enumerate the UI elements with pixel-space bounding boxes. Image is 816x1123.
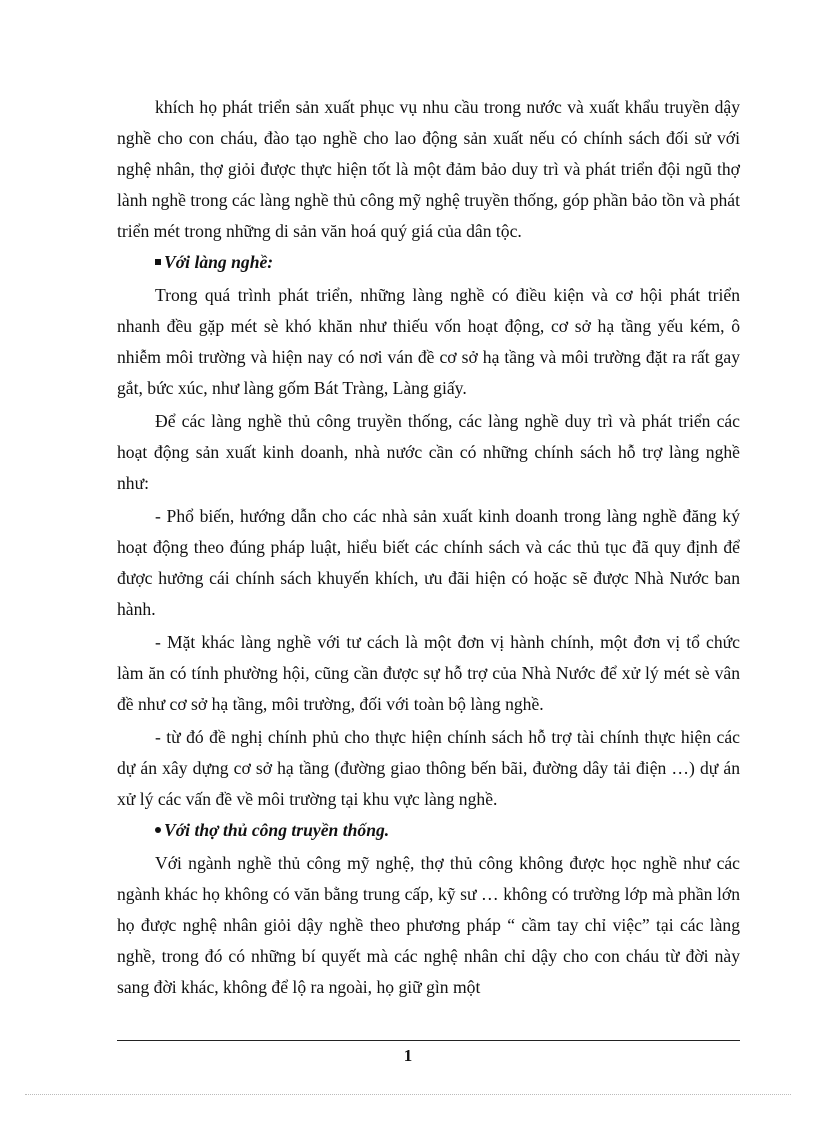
- paragraph-tho-thu-cong: Với ngành nghề thủ công mỹ nghệ, thợ thủ công không được học nghề như các ngành khác họ không có văn bằng trung cấp, kỹ sư … không có trường lớp mà phần lớn họ được nghệ nhân giỏi dậy nghề theo phương pháp “ cầm tay chỉ việc” tại các làng nghề, trong đó có những bí quyết mà các nghệ nhân chỉ dậy cho con cháu từ đời này sang đời khác, không để lộ ra ngoài, họ giữ gìn một: [117, 853, 740, 997]
- paragraph-lang-nghe-intro: Trong quá trình phát triển, những làng nghề có điều kiện và cơ hội phát triển nhanh đều gặp mét sè khó khăn như thiếu vốn hoạt động, cơ sở hạ tầng yếu kém, ô nhiễm môi trường và hiện nay có nơi ván đề cơ sở hạ tầng và môi trường đặt ra rất gay gắt, bức xúc, như làng gốm Bát Tràng, Làng giấy.: [117, 285, 740, 398]
- page-bottom-border: [25, 1094, 791, 1095]
- heading-lang-nghe: Với làng nghề:: [117, 247, 740, 278]
- page-number: 1: [403, 1046, 413, 1065]
- paragraph-bullet-3: - từ đó đề nghị chính phủ cho thực hiện chính sách hỗ trợ tài chính thực hiện các dự án xây dựng cơ sở hạ tầng (đường giao thông bến bãi, đường dây tải điện …) dự án xử lý các vấn đề về môi trường tại khu vực làng nghề.: [117, 727, 740, 809]
- round-bullet-icon: [155, 827, 161, 833]
- square-bullet-icon: [155, 259, 161, 265]
- paragraph-bullet-2: - Mặt khác làng nghề với tư cách là một đơn vị hành chính, một đơn vị tổ chức làm ăn có tính phường hội, cũng cần được sự hỗ trợ của Nhà Nước để xử lý mét sè vân đề như cơ sở hạ tầng, môi trường, đối với toàn bộ làng nghề.: [117, 632, 740, 714]
- paragraph-policy-support: Để các làng nghề thủ công truyền thống, các làng nghề duy trì và phát triển các hoạt động sản xuất kinh doanh, nhà nước cần có những chính sách hỗ trợ làng nghề như:: [117, 411, 740, 493]
- heading-tho-thu-cong: Với thợ thủ công truyền thống.: [117, 815, 740, 846]
- footer-divider: [117, 1040, 740, 1041]
- paragraph-bullet-1: - Phổ biến, hướng dẫn cho các nhà sản xuất kinh doanh trong làng nghề đăng ký hoạt động theo đúng pháp luật, hiểu biết các chính sách và các thủ tục đã quy định để được hưởng cái chính sách khuyến khích, ưu đãi hiện có hoặc sẽ được Nhà Nước ban hành.: [117, 506, 740, 619]
- paragraph-continuation: khích họ phát triển sản xuất phục vụ nhu cầu trong nước và xuất khẩu truyền dậy nghề cho con cháu, đào tạo nghề cho lao động sản xuất nếu có chính sách đối sử với nghệ nhân, thợ giỏi được thực hiện tốt là một đảm bảo duy trì và phát triển đội ngũ thợ lành nghề trong các làng nghề thủ công mỹ nghệ truyền thống, góp phần bảo tồn và phát triển mét trong những di sản văn hoá quý giá của dân tộc.: [117, 97, 740, 241]
- body-text: [117, 92, 740, 1003]
